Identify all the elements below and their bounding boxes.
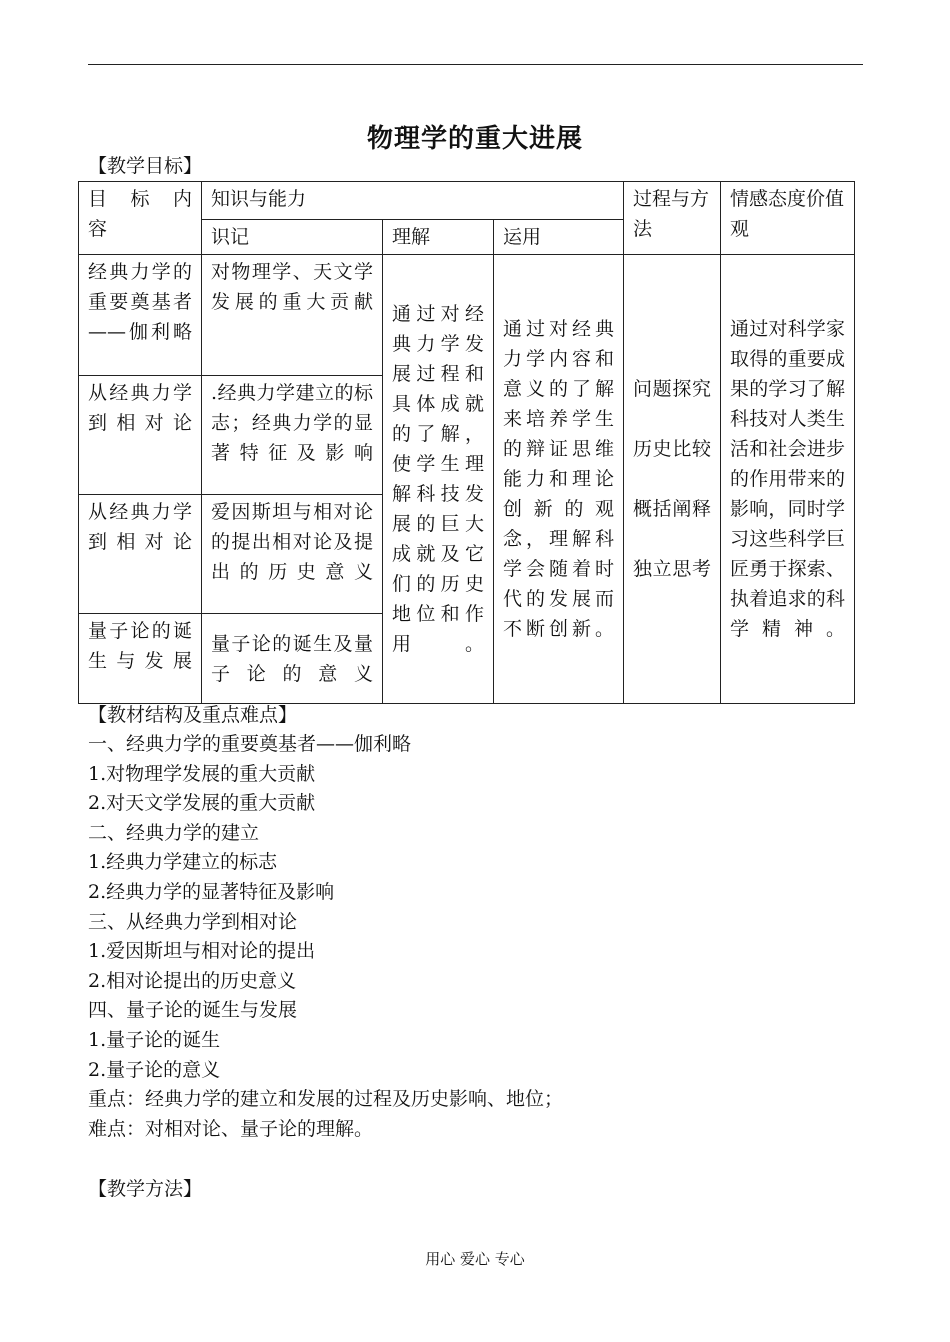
outline-line: 二、经典力学的建立 — [88, 821, 260, 844]
row-topic: 从经典力学到相对论 — [79, 376, 202, 495]
difficult-point-line: 难点：对相对论、量子论的理解。 — [88, 1117, 374, 1140]
header-process-method: 过程与方法 — [624, 182, 721, 255]
key-point-line: 重点：经典力学的建立和发展的过程及历史影响、地位； — [88, 1088, 564, 1111]
outline-line: 四、量子论的诞生与发展 — [88, 999, 298, 1022]
section-heading-methods: 【教学方法】 — [88, 1178, 203, 1200]
method-item: 问题探究 — [633, 378, 712, 400]
section-heading-structure: 【教材结构及重点难点】 — [88, 704, 298, 726]
row-topic: 从经典力学到相对论 — [79, 495, 202, 614]
outline-line: 1.对物理学发展的重大贡献 — [88, 762, 316, 785]
outline-line: 2.量子论的意义 — [88, 1058, 221, 1081]
page-title: 物理学的重大进展 — [366, 124, 583, 154]
header-emotion-values: 情感态度价值观 — [721, 182, 855, 255]
header-recall: 识记 — [202, 220, 383, 255]
outline-line: 2.经典力学的显著特征及影响 — [88, 880, 335, 903]
understand-cell: 通过对经典力学发展过程和具体成就的了解，使学生理解科技发展的巨大成就及它们的历史地位和作用。 — [383, 255, 494, 704]
header-goal-content: 目 标 内 容 — [79, 182, 202, 255]
method-item: 概括阐释 — [633, 498, 712, 520]
outline-line: 2.对天文学发展的重大贡献 — [88, 792, 316, 815]
emotion-cell: 通过对科学家取得的重要成果的学习了解科技对人类生活和社会进步的作用带来的影响，同时学习这些科学巨匠勇于探索、执着追求的科学精神。 — [721, 255, 855, 704]
outline-line: 1.量子论的诞生 — [88, 1028, 221, 1051]
method-item: 历史比较 — [633, 438, 712, 460]
outline-line: 三、从经典力学到相对论 — [88, 910, 298, 933]
methods-cell — [624, 255, 721, 704]
section-heading-goals: 【教学目标】 — [88, 155, 203, 177]
apply-cell: 通过对经典力学内容和意义的了解来培养学生的辩证思维能力和理论创新的观念，理解科学会随着时代的发展而不断创新。 — [494, 255, 624, 704]
page-footer: 用心 爱心 专心 — [425, 1250, 525, 1268]
outline-line: 1.爱因斯坦与相对论的提出 — [88, 940, 316, 963]
header-apply: 运用 — [494, 220, 624, 255]
outline-list — [88, 730, 563, 1144]
row-recall: .经典力学建立的标志；经典力学的显著特征及影响 — [202, 376, 383, 495]
teaching-goals-table — [78, 181, 855, 704]
outline-line: 一、经典力学的重要奠基者——伽利略 — [88, 733, 412, 755]
header-knowledge-ability: 知识与能力 — [202, 182, 624, 220]
outline-line: 2.相对论提出的历史意义 — [88, 969, 297, 992]
row-topic: 经典力学的重要奠基者——伽利略 — [79, 255, 202, 376]
row-recall: 对物理学、天文学发展的重大贡献 — [202, 255, 383, 376]
row-recall: 量子论的诞生及量子论的意义 — [202, 614, 383, 704]
outline-line: 1.经典力学建立的标志 — [88, 851, 278, 874]
method-item: 独立思考 — [633, 558, 712, 580]
row-recall: 爱因斯坦与相对论的提出相对论及提出的历史意义 — [202, 495, 383, 614]
row-topic: 量子论的诞生与发展 — [79, 614, 202, 704]
header-rule — [88, 64, 863, 65]
header-understand: 理解 — [383, 220, 494, 255]
